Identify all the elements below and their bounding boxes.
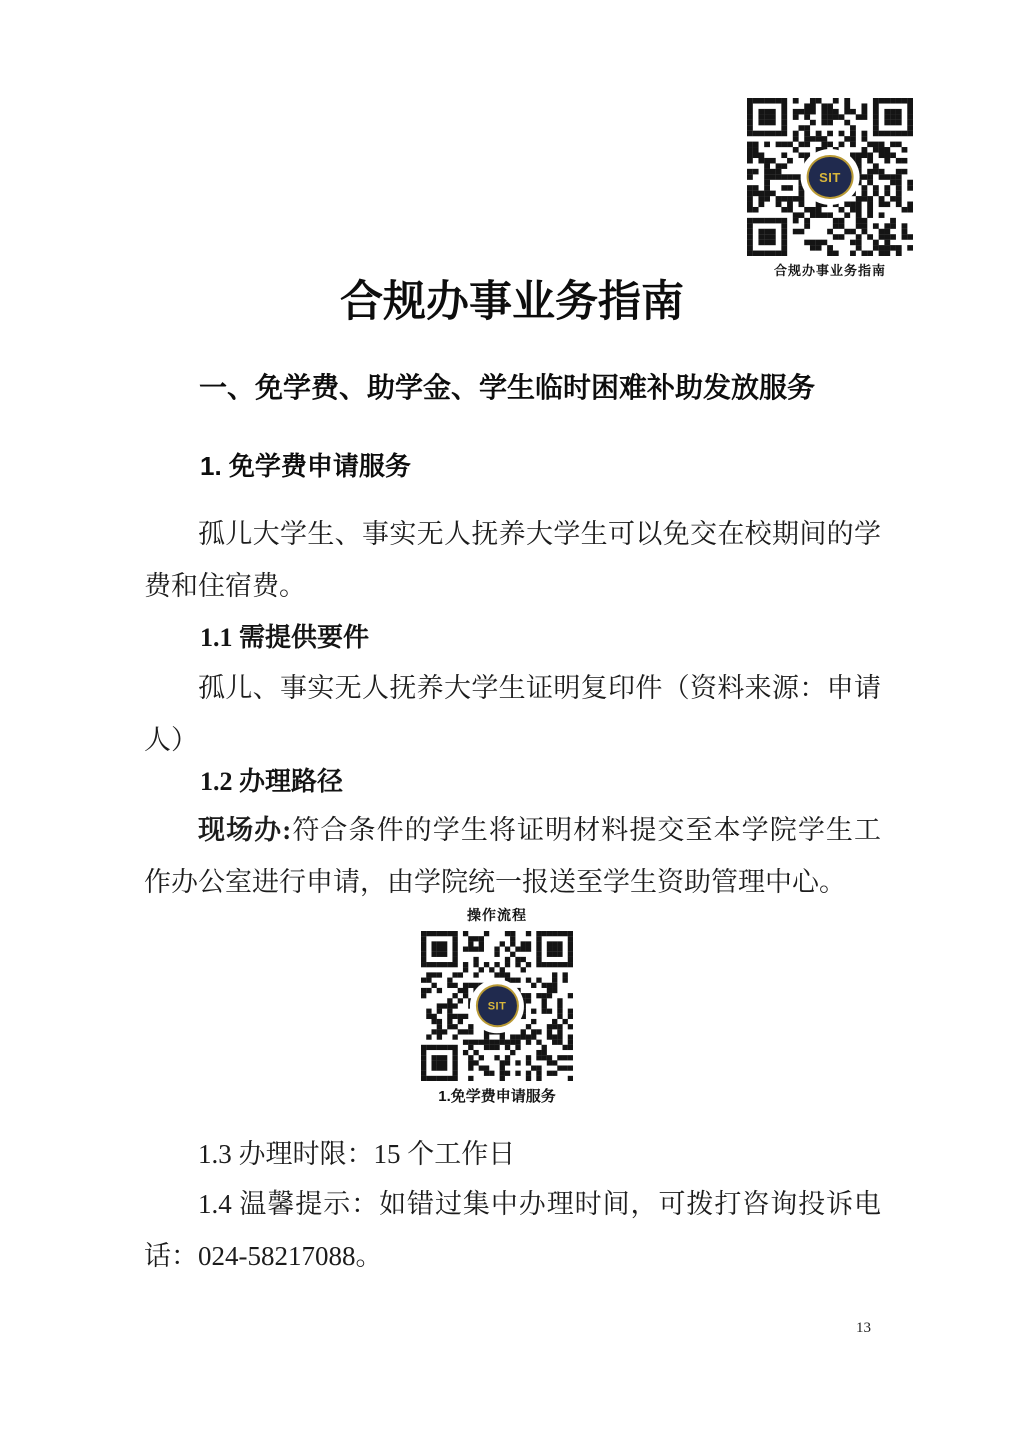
university-seal-icon <box>475 985 518 1028</box>
clause-heading-1-2: 1.2 办理路径 <box>200 767 344 796</box>
university-seal-icon <box>806 155 853 200</box>
qr-top-caption: 合规办事业务指南 <box>773 263 886 278</box>
qr-center-logo <box>803 151 858 203</box>
qr-mid-caption-bottom: 1.免学费申请服务 <box>438 1088 556 1105</box>
paragraph-line: 1.3 办理时限：15 个工作日 <box>198 1139 516 1169</box>
paragraph-requirements <box>144 662 881 766</box>
paragraph-line: 1.4 温馨提示：如错过集中办理时间，可拨打咨询投诉电 <box>198 1189 881 1219</box>
qr-code-guide-icon <box>747 98 913 256</box>
paragraph-process <box>144 804 881 908</box>
inline-bold-label: 现场办: <box>198 815 292 845</box>
qr-code-process-icon <box>421 931 573 1081</box>
paragraph-line: 人） <box>144 725 198 755</box>
clause-heading-1-1: 1.1 需提供要件 <box>200 623 370 652</box>
section-heading: 一、免学费、助学金、学生临时困难补助发放服务 <box>199 372 816 403</box>
paragraph-text: 符合条件的学生将证明材料提交至本学院学生工 <box>291 815 881 845</box>
paragraph-line: 孤儿、事实无人抚养大学生证明复印件（资料来源：申请 <box>198 673 881 703</box>
page-number: 13 <box>856 1320 871 1336</box>
qr-block-top <box>742 98 918 279</box>
seal-text: SIT <box>487 1000 507 1012</box>
document-title: 合规办事业务指南 <box>340 279 684 326</box>
paragraph-line <box>144 804 881 856</box>
paragraph-line: 话：024-58217088。 <box>144 1241 383 1271</box>
subsection-heading: 1. 免学费申请服务 <box>200 451 411 481</box>
seal-text: SIT <box>819 169 841 185</box>
paragraph-line: 孤儿大学生、事实无人抚养大学生可以免交在校期间的学 <box>198 519 881 549</box>
qr-block-middle <box>397 905 597 1106</box>
paragraph-intro <box>144 508 881 612</box>
paragraph-timelimit <box>144 1128 881 1180</box>
paragraph-line: 费和住宿费。 <box>144 571 306 601</box>
qr-center-logo <box>472 981 522 1031</box>
paragraph-tips <box>144 1178 881 1282</box>
qr-mid-caption-top: 操作流程 <box>467 907 527 923</box>
paragraph-line: 作办公室进行申请，由学院统一报送至学生资助管理中心。 <box>144 867 846 897</box>
